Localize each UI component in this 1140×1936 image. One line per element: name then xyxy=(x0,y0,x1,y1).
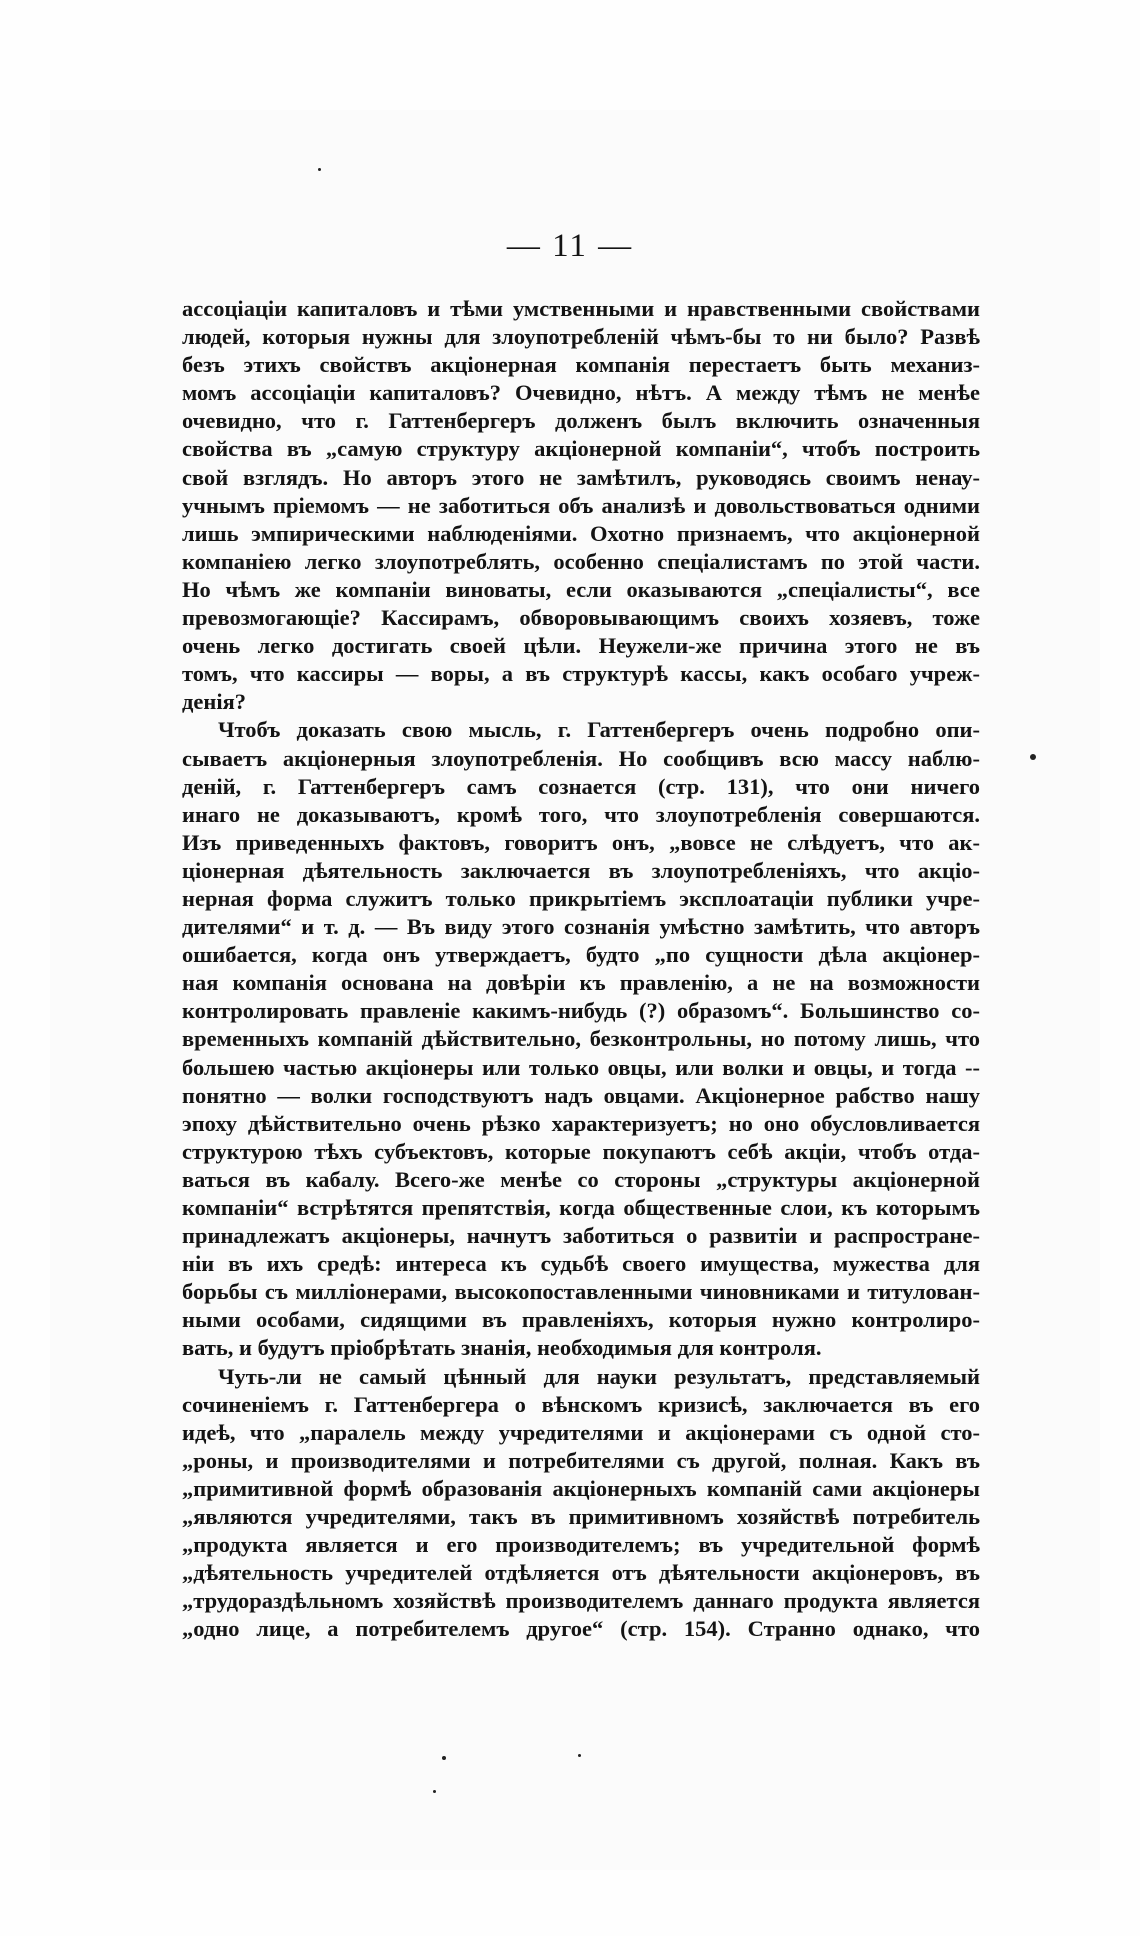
text-line: нерная форма служитъ только прикрытіемъ эксплоатаціи публики учре- xyxy=(182,885,980,911)
text-line: ніи въ ихъ средѣ: интереса къ судьбѣ своего имущества, мужества для xyxy=(182,1251,980,1277)
text-line: ная компанія основана на довѣріи къ правленію, а не на возможности xyxy=(182,970,980,996)
body-text xyxy=(182,295,980,1644)
text-line: структурою тѣхъ субъектовъ, которые покупаютъ себѣ акціи, чтобъ отда- xyxy=(182,1138,980,1164)
text-line: „трудораздѣльномъ хозяйствѣ производителемъ даннаго продукта является xyxy=(182,1588,980,1614)
text-line: Но чѣмъ же компаніи виноваты, если оказываются „спеціалисты“, все xyxy=(182,576,980,602)
text-line: сываетъ акціонерныя злоупотребленія. Но сообщивъ всю массу наблю- xyxy=(182,745,980,771)
text-line: денія? xyxy=(182,689,247,715)
text-line: томъ, что кассиры — воры, а въ структурѣ кассы, какъ особаго учреж- xyxy=(182,661,980,687)
text-line: идеѣ, что „паралель между учредителями и акціонерами съ одной сто- xyxy=(182,1419,980,1445)
ink-speck xyxy=(318,168,321,171)
text-line: учнымъ пріемомъ — не заботиться объ анализѣ и довольствоваться одними xyxy=(182,492,980,518)
text-line: Изъ приведенныхъ фактовъ, говоритъ онъ, „вовсе не слѣдуетъ, что ак- xyxy=(182,829,980,855)
text-line: момъ ассоціаціи капиталовъ? Очевидно, нѣтъ. А между тѣмъ не менѣе xyxy=(182,380,980,406)
text-line: сочиненіемъ г. Гаттенбергера о вѣнскомъ кризисѣ, заключается въ его xyxy=(182,1391,980,1417)
text-line: Чуть-ли не самый цѣнный для науки результатъ, представляемый xyxy=(218,1363,980,1389)
text-line: „дѣятельность учредителей отдѣляется отъ дѣятельности акціонеровъ, въ xyxy=(182,1560,980,1586)
text-line: безъ этихъ свойствъ акціонерная компанія перестаетъ быть механиз- xyxy=(182,352,980,378)
text-line: очень легко достигать своей цѣли. Неужели-же причина этого не въ xyxy=(182,633,980,659)
text-line: деній, г. Гаттенбергеръ самъ сознается (стр. 131), что они ничего xyxy=(182,773,980,799)
text-line: „роны, и производителями и потребителями съ другой, полная. Какъ въ xyxy=(182,1447,980,1473)
text-line: временныхъ компаній дѣйствительно, безконтрольны, но потому лишь, что xyxy=(182,1026,980,1052)
text-line: „одно лице, а потребителемъ другое“ (стр. 154). Странно однако, что xyxy=(182,1616,980,1642)
text-line: эпоху дѣйствительно очень рѣзко характеризуетъ; но оно обусловливается xyxy=(182,1110,980,1136)
text-line: компаніи“ встрѣтятся препятствія, когда общественные слои, къ которымъ xyxy=(182,1195,980,1220)
text-line: борьбы съ милліонерами, высокопоставленными чиновниками и титулован- xyxy=(182,1279,980,1305)
text-line: ассоціаціи капиталовъ и тѣми умственными и нравственными свойствами xyxy=(182,296,980,321)
text-line: превозмогающіе? Кассирамъ, обворовывающимъ своихъ хозяевъ, тоже xyxy=(182,605,980,631)
ink-speck xyxy=(578,1754,581,1757)
text-line: свойства въ „самую структуру акціонерной компаніи“, чтобъ построить xyxy=(182,436,980,462)
text-line: „являются учредителями, такъ въ примитивномъ хозяйствѣ потребитель xyxy=(182,1504,980,1530)
text-line: компаніею легко злоупотреблять, особенно спеціалистамъ по этой части. xyxy=(182,548,980,574)
ink-speck xyxy=(1030,754,1036,760)
text-line: лишь эмпирическими наблюденіями. Охотно признаемъ, что акціонерной xyxy=(182,520,980,546)
text-line: ціонерная дѣятельность заключается въ злоупотребленіяхъ, что акціо- xyxy=(182,857,980,883)
text-line: Чтобъ доказать свою мысль, г. Гаттенбергеръ очень подробно опи- xyxy=(218,717,980,743)
text-line: ваться въ кабалу. Всего-же менѣе со стороны „структуры акціонерной xyxy=(182,1166,980,1192)
text-line: свой взглядъ. Но авторъ этого не замѣтилъ, руководясь своимъ ненау- xyxy=(182,464,980,490)
text-line: инаго не доказываютъ, кромѣ того, что злоупотребленія совершаются. xyxy=(182,801,980,827)
text-line: большею частью акціонеры или только овцы, или волки и овцы, и тогда -- xyxy=(182,1054,980,1080)
text-line: очевидно, что г. Гаттенбергеръ долженъ былъ включить означенныя xyxy=(182,408,980,434)
text-line: контролировать правленіе какимъ-нибудь (?) образомъ“. Большинство со- xyxy=(182,998,980,1024)
page-number: — 11 — xyxy=(506,228,634,264)
ink-speck xyxy=(442,1756,446,1760)
text-line: „примитивной формѣ образованія акціонерныхъ компаній сами акціонеры xyxy=(182,1475,980,1501)
text-line: понятно — волки господствуютъ надъ овцами. Акціонерное рабство нашу xyxy=(182,1082,980,1108)
text-line: ными особами, сидящими въ правленіяхъ, которыя нужно контролиро- xyxy=(182,1307,980,1333)
text-line: принадлежатъ акціонеры, начнутъ заботиться о развитіи и распростране- xyxy=(182,1223,980,1249)
text-line: вать, и будутъ пріобрѣтать знанія, необходимыя для контроля. xyxy=(182,1335,822,1361)
text-line: ошибается, когда онъ утверждаетъ, будто „по сущности дѣла акціонер- xyxy=(182,942,980,968)
text-line: дителями“ и т. д. — Въ виду этого сознанія умѣстно замѣтить, что авторъ xyxy=(182,914,980,940)
ink-speck xyxy=(433,1790,436,1793)
text-line: „продукта является и его производителемъ; въ учредительной формѣ xyxy=(182,1532,980,1558)
text-line: людей, которыя нужны для злоупотребленій чѣмъ-бы то ни было? Развѣ xyxy=(182,324,980,350)
